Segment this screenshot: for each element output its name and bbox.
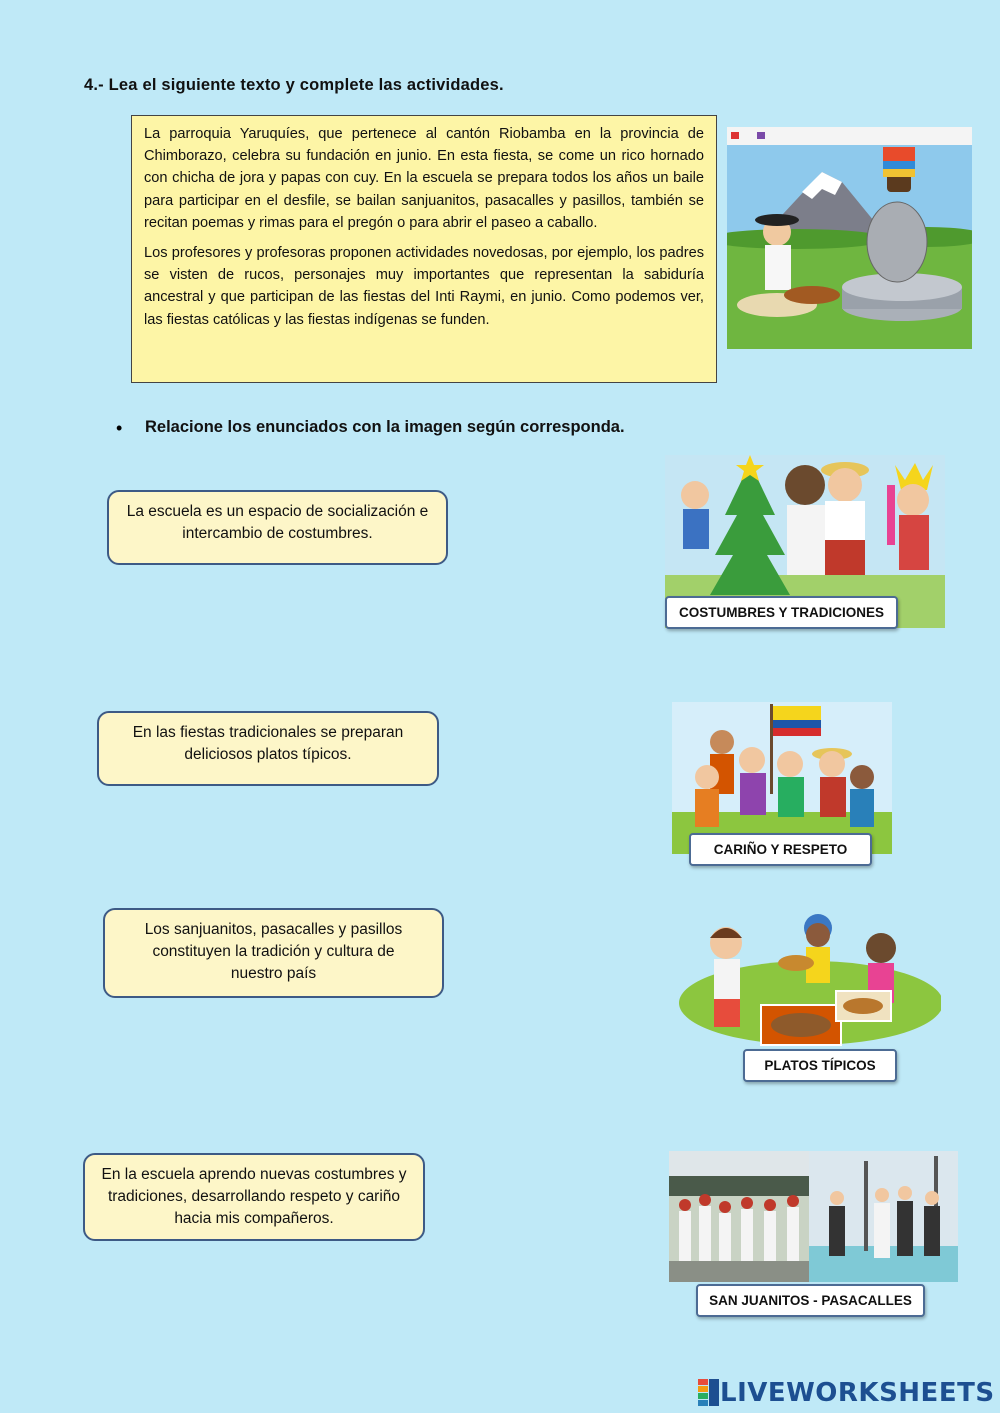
statement-text-3: Los sanjuanitos, pasacalles y pasillos constituyen la tradición y cultura de nuestro país [144, 921, 403, 982]
label-platos-tipicos[interactable] [743, 1049, 897, 1082]
activity-heading: 4.- Lea el siguiente texto y complete las actividades. [84, 76, 504, 94]
yaruquies-illustration [727, 127, 972, 349]
reading-text-box [131, 115, 717, 383]
statement-box-1[interactable] [107, 490, 448, 565]
statement-text-2: En las fiestas tradicionales se preparan deliciosos platos típicos. [132, 724, 404, 763]
affection-respect-picture [672, 702, 892, 854]
label-costumbres-tradiciones[interactable] [665, 596, 898, 629]
reading-paragraph-2: Los profesores y profesoras proponen actividades novedosas, por ejemplo, los padres se visten de rucos, personajes muy importantes que representan la sabiduría ancestral y que participan de las fiestas del Inti Raymi, en junio. Como podemos ver, las fiestas católicas y las fiestas indígenas se funden. [144, 245, 704, 328]
instruction-bullet: • [116, 418, 123, 438]
typical-food-picture [676, 913, 941, 1065]
label-text-3: PLATOS TÍPICOS [764, 1058, 876, 1073]
label-sanjuanitos-pasacalles[interactable] [696, 1284, 925, 1317]
statement-box-2[interactable] [97, 711, 439, 786]
label-text-4: SAN JUANITOS - PASACALLES [709, 1293, 912, 1308]
sanjuanitos-pasacalles-picture [669, 1151, 958, 1282]
instruction-text: Relacione los enunciados con la imagen según corresponda. [145, 418, 625, 436]
label-carino-respeto[interactable] [689, 833, 872, 866]
liveworksheets-logo-icon [698, 1379, 720, 1407]
statement-box-4[interactable] [83, 1153, 425, 1241]
label-text-1: COSTUMBRES Y TRADICIONES [678, 605, 885, 620]
reading-paragraph-1: La parroquia Yaruquíes, que pertenece al cantón Riobamba en la provincia de Chimborazo, celebra su fundación en junio. En esta fiesta, se come un rico hornado con chicha de jora y papas con cuy. En la escuela se prepara todos los años un baile para participar en el desfile, se bailan sanjuanitos, pasacalles y pasillos, también se recitan poemas y rimas para el pregón o para abrir el paseo a caballo. [144, 126, 704, 231]
liveworksheets-logo-text: LIVEWORKSHEETS [720, 1378, 995, 1408]
liveworksheets-logo [698, 1378, 995, 1408]
statement-text-4: En la escuela aprendo nuevas costumbres y tradiciones, desarrollando respeto y cariño hacia mis compañeros. [101, 1166, 407, 1227]
statement-text-1: La escuela es un espacio de socialización e intercambio de costumbres. [126, 503, 429, 542]
statement-box-3[interactable] [103, 908, 444, 998]
label-text-2: CARIÑO Y RESPETO [713, 842, 848, 857]
